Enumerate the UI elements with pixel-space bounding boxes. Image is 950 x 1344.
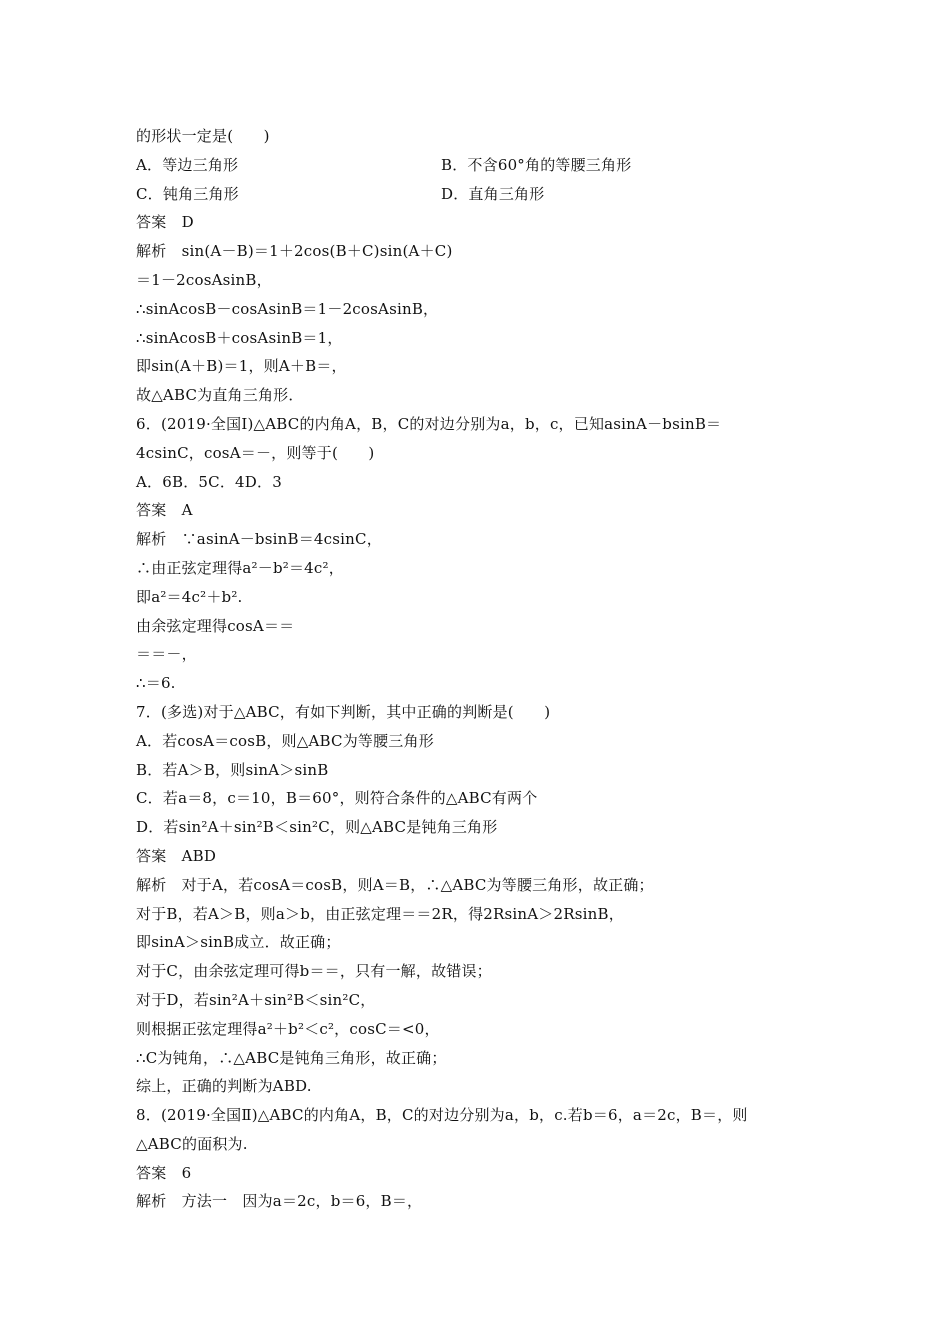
- q7-solution-line: 综上，正确的判断为ABD.: [136, 1077, 312, 1096]
- q5-solution-line: ＝1－2cosAsinB，: [136, 270, 272, 289]
- q5-stem-end: 的形状一定是( ): [136, 127, 270, 145]
- q6-answer: 答案 A: [136, 501, 193, 520]
- q5-solution-line: ∴sinAcosB－cosAsinB＝1－2cosAsinB，: [136, 299, 439, 318]
- q7-stem: 7．(多选)对于△ABC，有如下判断，其中正确的判断是( ): [136, 702, 551, 721]
- q7-solution-line: ∴C为钝角，∴△ABC是钝角三角形，故正确；: [136, 1048, 447, 1067]
- q5-option-c: C．钝角三角形: [136, 184, 239, 203]
- q5-option-b: B．不含60°角的等腰三角形: [441, 155, 632, 174]
- q8-stem-line: △ABC的面积为.: [136, 1134, 248, 1153]
- q5-options-row-1: [136, 151, 826, 180]
- q8-solution-line: 解析 方法一 因为a＝2c，b＝6，B＝，: [136, 1192, 423, 1211]
- q7-solution-line: 对于B，若A＞B，则a＞b，由正弦定理＝＝2R，得2RsinA＞2RsinB，: [136, 904, 624, 923]
- q6-solution-line: 由余弦定理得cosA＝＝: [136, 616, 295, 635]
- q5-solution-line: 即sin(A＋B)＝1，则A＋B＝，: [136, 357, 347, 376]
- q7-option-a: A．若cosA＝cosB，则△ABC为等腰三角形: [136, 731, 434, 750]
- q5-answer: 答案 D: [136, 213, 194, 232]
- q7-solution-line: 解析 对于A，若cosA＝cosB，则A＝B，∴△ABC为等腰三角形，故正确；: [136, 875, 654, 894]
- q7-solution-line: 对于C，由余弦定理可得b＝＝，只有一解，故错误；: [136, 962, 492, 981]
- q7-solution-line: 即sinA＞sinB成立．故正确；: [136, 933, 341, 952]
- q6-solution-line: ∴＝6.: [136, 674, 176, 693]
- q6-solution-line: ＝＝－，: [136, 645, 197, 664]
- q7-solution-line: 对于D，若sin²A＋sin²B＜sin²C，: [136, 990, 376, 1009]
- q6-options: A．6B．5C．4D．3: [136, 472, 282, 491]
- q7-option-d: D．若sin²A＋sin²B＜sin²C，则△ABC是钝角三角形: [136, 818, 498, 837]
- q7-solution-line: 则根据正弦定理得a²＋b²＜c²，cosC＝<0，: [136, 1019, 440, 1038]
- q7-option-b: B．若A＞B，则sinA＞sinB: [136, 760, 329, 779]
- q6-solution-line: 解析 ∵asinA－bsinB＝4csinC，: [136, 530, 382, 549]
- q5-solution-line: 故△ABC为直角三角形．: [136, 386, 304, 405]
- page-content: [136, 122, 826, 1216]
- q7-option-c: C．若a＝8，c＝10，B＝60°，则符合条件的△ABC有两个: [136, 789, 538, 808]
- q8-answer: 答案 6: [136, 1163, 192, 1182]
- q5-option-a: A．等边三角形: [136, 155, 239, 174]
- q6-stem-line: 4csinC，cosA＝－，则等于( ): [136, 443, 375, 462]
- q6-solution-line: ∴由正弦定理得a²－b²＝4c²，: [136, 558, 344, 577]
- q5-solution-line: ∴sinAcosB＋cosAsinB＝1，: [136, 328, 343, 347]
- q6-solution-line: 即a²＝4c²＋b².: [136, 587, 243, 606]
- q6-stem-line: 6．(2019·全国Ⅰ)△ABC的内角A，B，C的对边分别为a，b，c，已知asinA－bsinB＝: [136, 414, 722, 433]
- q5-options-row-2: [136, 180, 826, 209]
- q8-stem-line: 8．(2019·全国Ⅱ)△ABC的内角A，B，C的对边分别为a，b，c.若b＝6，a＝2c，B＝，则: [136, 1106, 748, 1125]
- q7-answer: 答案 ABD: [136, 846, 217, 865]
- q5-solution-line: 解析 sin(A－B)＝1＋2cos(B＋C)sin(A＋C): [136, 242, 453, 261]
- q5-option-d: D．直角三角形: [441, 184, 545, 203]
